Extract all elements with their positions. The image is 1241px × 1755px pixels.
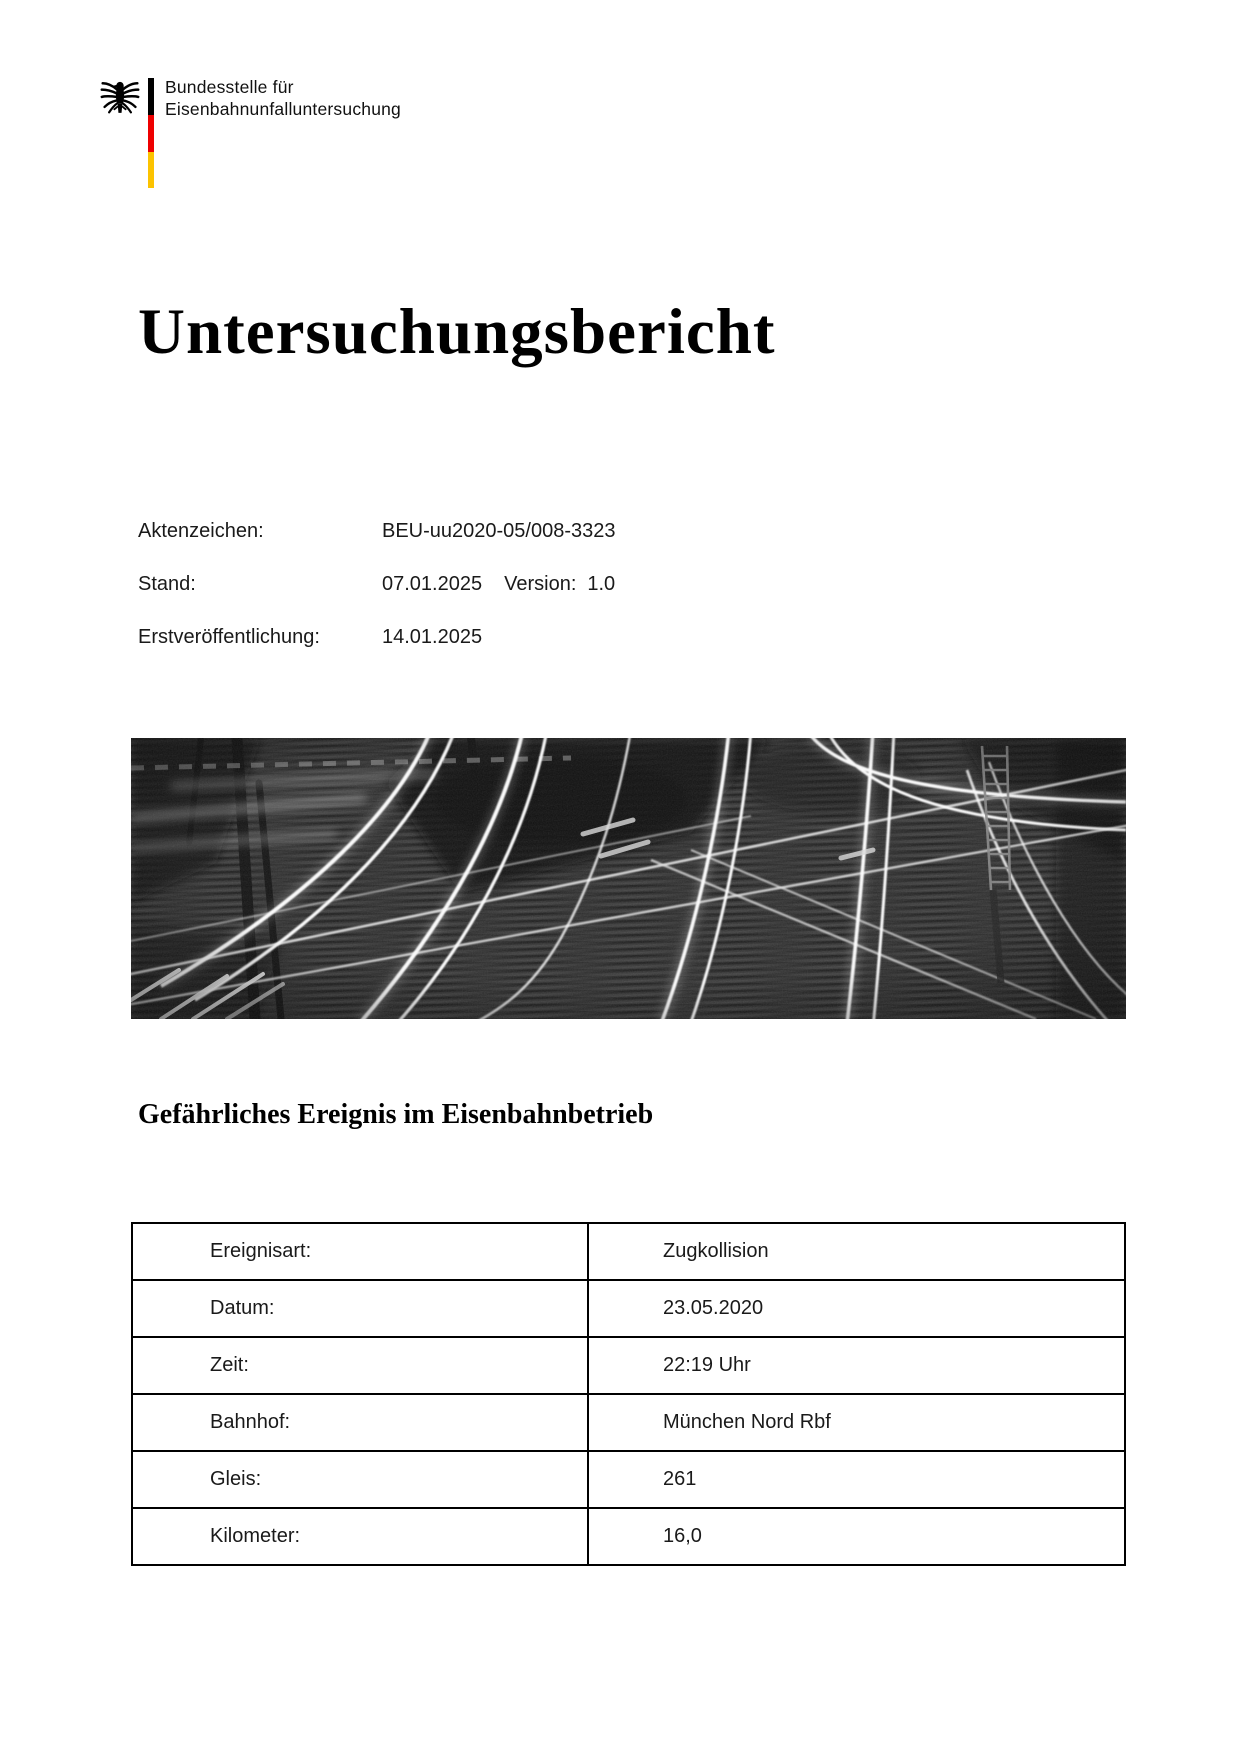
- detail-value: 16,0: [588, 1508, 1125, 1565]
- detail-value: 22:19 Uhr: [588, 1337, 1125, 1394]
- meta-row-erstveroeffentlichung: [138, 626, 616, 646]
- agency-name: [165, 76, 401, 120]
- meta-row-stand: [138, 573, 616, 593]
- meta-value: BEU-uu2020-05/008-3323: [382, 520, 616, 542]
- detail-label: Kilometer:: [132, 1508, 588, 1565]
- detail-value: 261: [588, 1451, 1125, 1508]
- german-flag-stripe-icon: [148, 78, 154, 188]
- table-row-gleis: [132, 1451, 1125, 1508]
- detail-label: Zeit:: [132, 1337, 588, 1394]
- detail-value: Zugkollision: [588, 1223, 1125, 1280]
- flag-red-segment: [148, 115, 154, 152]
- table-row-datum: [132, 1280, 1125, 1337]
- detail-value: 23.05.2020: [588, 1280, 1125, 1337]
- table-row-kilometer: [132, 1508, 1125, 1565]
- detail-value: München Nord Rbf: [588, 1394, 1125, 1451]
- agency-logo: [100, 72, 520, 192]
- detail-label: Datum:: [132, 1280, 588, 1337]
- event-details-table: [131, 1222, 1126, 1566]
- version-label: Version:: [504, 573, 577, 595]
- agency-name-line1: Bundesstelle für: [165, 77, 294, 97]
- report-metadata: [138, 520, 616, 679]
- version-value: 1.0: [587, 573, 616, 595]
- meta-value: 14.01.2025: [382, 626, 483, 648]
- bundesadler-eagle-icon: [100, 75, 140, 117]
- meta-row-aktenzeichen: [138, 520, 616, 540]
- flag-black-segment: [148, 78, 154, 115]
- agency-name-line2: Eisenbahnunfalluntersuchung: [165, 99, 401, 119]
- cover-photo-railyard: [131, 738, 1126, 1019]
- meta-label: Aktenzeichen:: [138, 520, 264, 542]
- flag-gold-segment: [148, 152, 154, 188]
- detail-label: Ereignisart:: [132, 1223, 588, 1280]
- detail-label: Bahnhof:: [132, 1394, 588, 1451]
- meta-value: 07.01.2025: [382, 573, 483, 595]
- table-row-zeit: [132, 1337, 1125, 1394]
- meta-label: Stand:: [138, 573, 196, 595]
- report-title: Untersuchungsbericht: [138, 296, 776, 368]
- table-row-ereignisart: [132, 1223, 1125, 1280]
- section-heading: Gefährliches Ereignis im Eisenbahnbetrieb: [138, 1099, 654, 1130]
- meta-label: Erstveröffentlichung:: [138, 626, 320, 648]
- table-row-bahnhof: [132, 1394, 1125, 1451]
- detail-label: Gleis:: [132, 1451, 588, 1508]
